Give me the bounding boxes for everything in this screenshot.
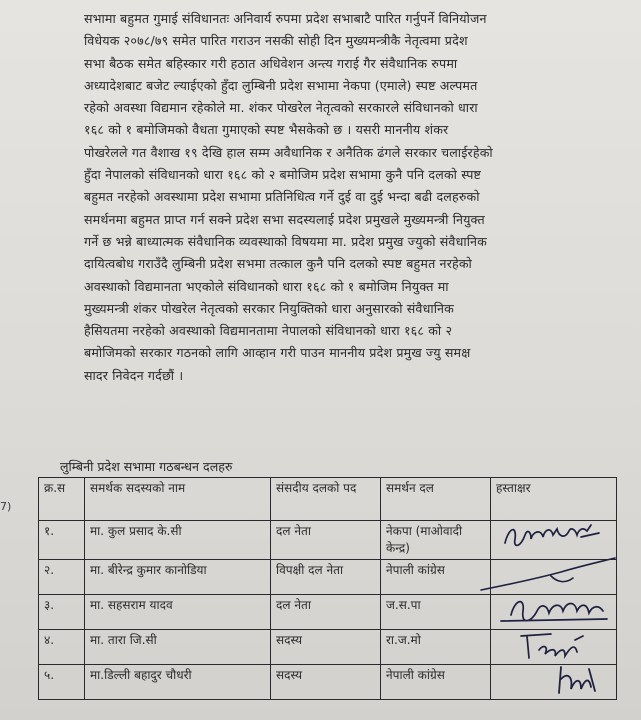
body-line: विधेयक २०७८/७९ समेत पारित गराउन नसकी सोही दिन मुख्यमन्त्रीकै नेतृत्वमा प्रदेश: [84, 33, 468, 49]
body-line: गर्ने छ भन्ने बाध्यात्मक संवैधानिक व्यवस्थाको विषयमा मा. प्रदेश प्रमुख ज्युको संवैधानिक: [84, 233, 487, 249]
support-signature-table: [38, 477, 617, 700]
position-cell: विपक्षी दल नेता: [271, 560, 381, 595]
serial-cell: ३.: [39, 595, 85, 630]
signature-cell: [491, 560, 617, 595]
signature-cell: [491, 630, 617, 665]
table-row: [39, 560, 617, 595]
body-line: हुँदा नेपालको संविधानको धारा १६८ को २ बमोजिम प्रदेश सभामा कुनै पनि दलको स्पष्ट: [84, 167, 482, 183]
handwritten-signature: [491, 517, 617, 557]
body-line: अवस्थाको विद्यमानता भएकोले संविधानको धारा १६८ को १ बमोजिम नियुक्त मा: [84, 278, 449, 294]
handwritten-signature: [491, 591, 617, 631]
body-line: पोखरेलले गत वैशाख १९ देखि हाल सम्म अवैधानिक र अनैतिक ढंगले सरकार चलाईरहेको: [84, 144, 493, 160]
member-name-cell: मा. तारा जि.सी: [85, 630, 271, 665]
serial-cell: १.: [39, 521, 85, 560]
table-row: [39, 630, 617, 665]
handwritten-signature: [491, 556, 617, 596]
body-line: मुख्यमन्त्री शंकर पोखरेल नेतृत्वको सरकार नियुक्तिको धारा अनुसारको संवैधानिक: [84, 300, 454, 316]
signature-cell: [491, 521, 617, 560]
member-name-cell: मा. बीरेन्द्र कुमार कानोडिया: [85, 560, 271, 595]
body-line: रहेको अवस्था विद्यमान रहेकोले मा. शंकर पोखरेल नेतृत्वको सरकारले संविधानको धारा: [84, 100, 478, 116]
signature-cell: [491, 595, 617, 630]
serial-cell: ४.: [39, 630, 85, 665]
party-cell: नेकपा (माओवादी केन्द्र): [381, 521, 491, 560]
party-cell: नेपाली कांग्रेस: [381, 560, 491, 595]
body-line: अध्यादेशबाट बजेट ल्याईएको हुँदा लुम्बिनी प्रदेश सभामा नेकपा (एमाले) स्पष्ट अल्पमत: [84, 77, 478, 93]
table-row: [39, 595, 617, 630]
position-cell: सदस्य: [271, 630, 381, 665]
margin-mark: 7): [0, 500, 12, 513]
body-line: सादर निवेदन गर्दछौं ।: [84, 367, 184, 383]
member-name-cell: मा. सहसराम यादव: [85, 595, 271, 630]
header-serial: क्र.स: [39, 478, 85, 521]
position-cell: दल नेता: [271, 595, 381, 630]
member-name-cell: मा. कुल प्रसाद के.सी: [85, 521, 271, 560]
table-header-row: [39, 478, 617, 521]
body-line: १६८ को १ बमोजिमको वैधता गुमाएको स्पष्ट भैसकेको छ । यसरी माननीय शंकर: [84, 122, 449, 138]
body-line: सभा बैठक समेत बहिस्कार गरी हठात अधिवेशन अन्त्य गराई गैर संवैधानिक रुपमा: [84, 55, 458, 71]
body-line: हैसियतमा नरहेको अवस्थाको विद्यमानतामा नेपालको संविधानको धारा १६८ को २: [84, 323, 453, 339]
body-line: बमोजिमको सरकार गठनको लागि आव्हान गरी पाउन माननीय प्रदेश प्रमुख ज्यु समक्ष: [84, 345, 471, 361]
handwritten-signature: [491, 626, 617, 666]
table-row: [39, 665, 617, 700]
signature-cell: [491, 665, 617, 700]
serial-cell: २.: [39, 560, 85, 595]
petition-body-text: [84, 8, 624, 387]
header-party-position: संसदीय दलको पद: [271, 478, 381, 521]
header-supporting-party: समर्थन दल: [381, 478, 491, 521]
body-line: बहुमत नरहेको अवस्थामा प्रदेश सभामा प्रतिनिधित्व गर्ने दुई वा दुई भन्दा बढी दलहरुको: [84, 189, 480, 205]
member-name-cell: मा.डिल्ली बहादुर चौधरी: [85, 665, 271, 700]
body-line: समर्थनमा बहुमत प्राप्त गर्न सक्ने प्रदेश सभा सदस्यलाई प्रदेश प्रमुखले मुख्यमन्त्री नियुक्त: [84, 211, 485, 227]
position-cell: दल नेता: [271, 521, 381, 560]
party-cell: रा.ज.मो: [381, 630, 491, 665]
table-caption: लुम्बिनी प्रदेश सभामा गठबन्धन दलहरु: [60, 459, 233, 474]
body-line: दायित्वबोध गराउँदै लुम्बिनी प्रदेश सभमा तत्काल कुनै पनि दलको स्पष्ट बहुमत नरहेको: [84, 256, 472, 272]
party-cell: ज.स.पा: [381, 595, 491, 630]
header-signature: हस्ताक्षर: [491, 478, 617, 521]
table-row: [39, 521, 617, 560]
body-line: सभामा बहुमत गुमाई संविधानतः अनिवार्य रुपमा प्रदेश सभाबाटै पारित गर्नुपर्ने विनियोजन: [84, 11, 487, 26]
position-cell: सदस्य: [271, 665, 381, 700]
handwritten-signature: [491, 661, 617, 701]
serial-cell: ५.: [39, 665, 85, 700]
header-member-name: समर्थक सदस्यको नाम: [85, 478, 271, 521]
party-cell: नेपाली कांग्रेस: [381, 665, 491, 700]
